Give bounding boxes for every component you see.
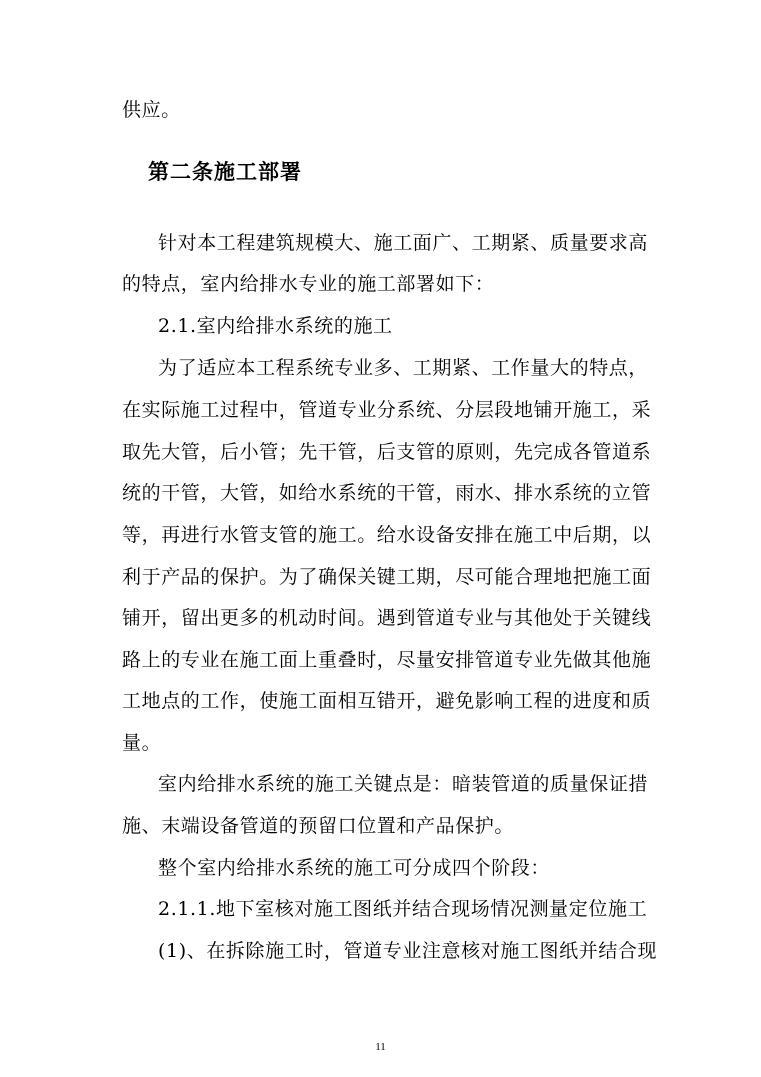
paragraph-line: 施、末端设备管道的预留口位置和产品保护。 — [122, 815, 515, 837]
paragraph-line: 工地点的工作，使施工面相互错开，避免影响工程的进度和质 — [122, 690, 652, 712]
page-number: 11 — [375, 1041, 386, 1053]
paragraph-line: 铺开，留出更多的机动时间。遇到管道专业与其他处于关键线 — [122, 607, 652, 629]
paragraph-line: 取先大管，后小管；先干管，后支管的原则，先完成各管道系 — [122, 441, 652, 463]
paragraph-line: 室内给排水系统的施工关键点是：暗装管道的质量保证措 — [158, 773, 649, 795]
paragraph-line: 的特点，室内给排水专业的施工部署如下： — [122, 273, 495, 295]
paragraph-line: 量。 — [122, 732, 162, 754]
paragraph-line: 利于产品的保护。为了确保关键工期，尽可能合理地把施工面 — [122, 566, 652, 588]
subsection-title: 2.1.1.地下室核对施工图纸并结合现场情况测量定位施工 — [158, 898, 648, 920]
subsection-title: 2.1.室内给排水系统的施工 — [158, 315, 393, 337]
paragraph-line: 针对本工程建筑规模大、施工面广、工期紧、质量要求高 — [158, 232, 649, 254]
paragraph-line: 为了适应本工程系统专业多、工期紧、工作量大的特点， — [158, 357, 649, 379]
paragraph-line: 整个室内给排水系统的施工可分成四个阶段： — [158, 857, 551, 879]
paragraph-line: (1)、在拆除施工时，管道专业注意核对施工图纸并结合现 — [158, 940, 658, 962]
paragraph-line: 路上的专业在施工面上重叠时，尽量安排管道专业先做其他施 — [122, 649, 652, 671]
section-heading: 第二条施工部署 — [148, 159, 302, 184]
paragraph-line: 在实际施工过程中，管道专业分系统、分层段地铺开施工，采 — [122, 399, 652, 421]
paragraph-line: 统的干管，大管，如给水系统的干管，雨水、排水系统的立管 — [122, 482, 652, 504]
paragraph-line: 等，再进行水管支管的施工。给水设备安排在施工中后期，以 — [122, 524, 652, 546]
text-line-continuation: 供应。 — [122, 99, 181, 121]
